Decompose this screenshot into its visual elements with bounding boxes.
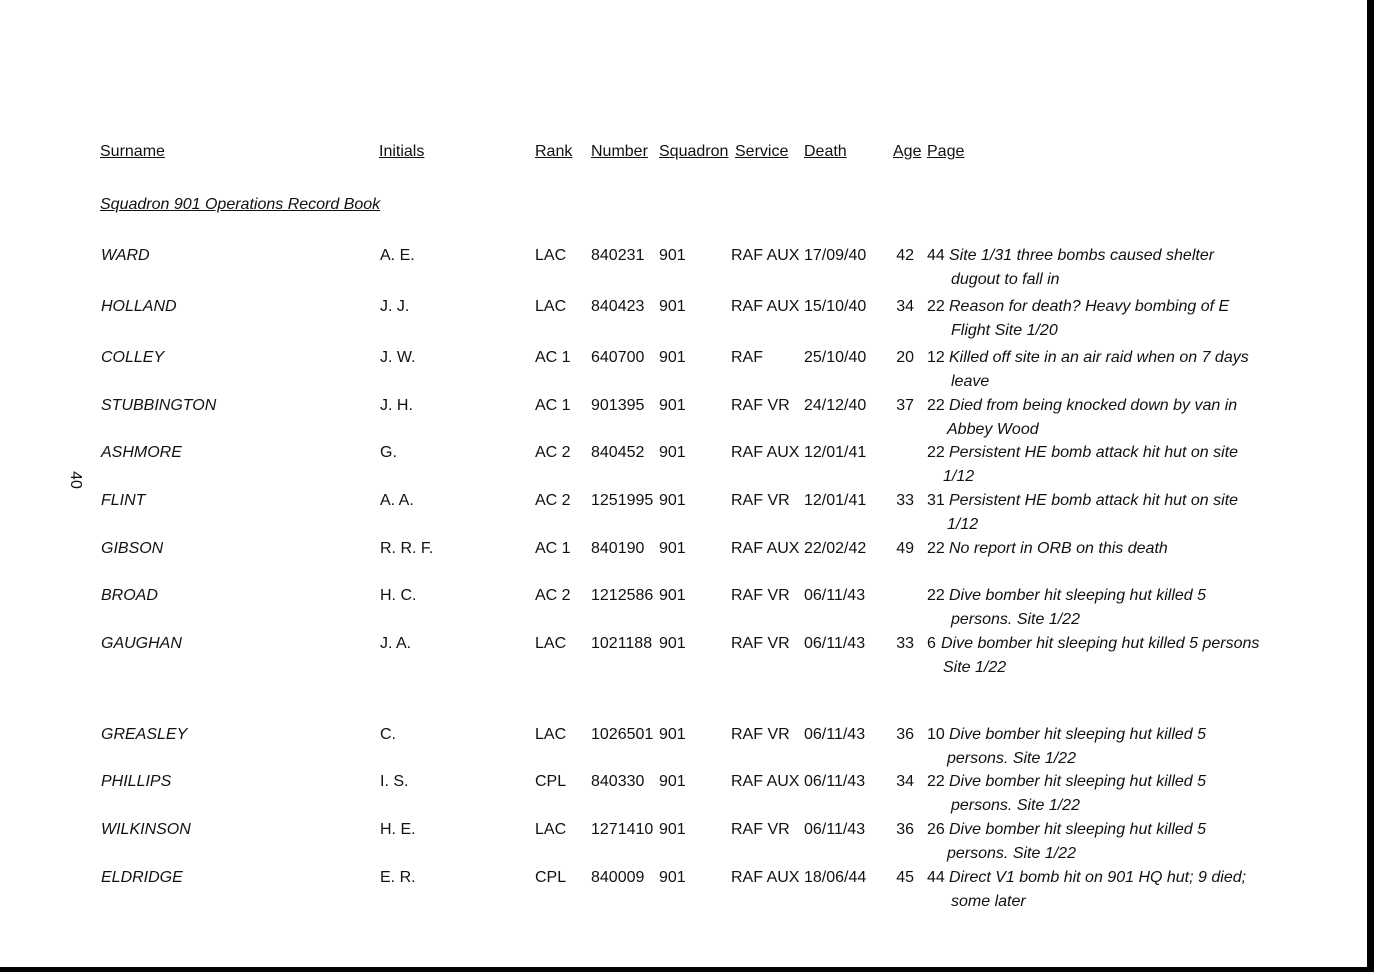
death-date-cell: 06/11/43 [804, 773, 866, 790]
number-cell: 1251995 [591, 492, 654, 509]
page-ref-cell: 22 [927, 298, 945, 315]
initials-cell: A. A. [380, 492, 414, 509]
squadron-cell: 901 [659, 397, 686, 414]
age-cell: 33 [896, 492, 914, 509]
service-cell: RAF VR [731, 492, 790, 509]
rank-cell: LAC [535, 247, 567, 264]
page-ref-cell: 12 [927, 349, 945, 366]
squadron-cell: 901 [659, 298, 686, 315]
table-row [0, 772, 1367, 820]
rank-cell: LAC [535, 635, 567, 652]
number-cell: 840231 [591, 247, 645, 264]
header-age: Age [893, 143, 922, 160]
surname-cell: FLINT [101, 492, 146, 509]
header-service: Service [735, 143, 789, 160]
note-line-1: Persistent HE bomb attack hit hut on site [949, 444, 1239, 461]
squadron-cell: 901 [659, 773, 686, 790]
surname-cell: GREASLEY [101, 726, 188, 743]
age-cell: 34 [896, 298, 914, 315]
table-row [0, 348, 1367, 396]
section-title: Squadron 901 Operations Record Book [100, 196, 381, 213]
rank-cell: CPL [535, 869, 567, 886]
number-cell: 840330 [591, 773, 645, 790]
squadron-cell: 901 [659, 247, 686, 264]
note-line-1: Reason for death? Heavy bombing of E [949, 298, 1230, 315]
note-line-2: persons. Site 1/22 [951, 611, 1080, 628]
rank-cell: LAC [535, 821, 567, 838]
table-row [0, 491, 1367, 539]
rank-cell: AC 2 [535, 587, 571, 604]
service-cell: RAF VR [731, 821, 790, 838]
note-line-2: dugout to fall in [951, 271, 1060, 288]
note-line-1: Persistent HE bomb attack hit hut on site [949, 492, 1239, 509]
death-date-cell: 12/01/41 [804, 492, 867, 509]
death-date-cell: 06/11/43 [804, 635, 866, 652]
note-line-2: Abbey Wood [947, 421, 1039, 438]
service-cell: RAF VR [731, 397, 790, 414]
squadron-cell: 901 [659, 492, 686, 509]
surname-cell: GIBSON [101, 540, 164, 557]
note-line-1: Dive bomber hit sleeping hut killed 5 [949, 773, 1207, 790]
note-line-2: persons. Site 1/22 [947, 750, 1076, 767]
service-cell: RAF VR [731, 635, 790, 652]
surname-cell: WARD [101, 247, 150, 264]
table-row [0, 725, 1367, 773]
table-row [0, 539, 1367, 587]
note-line-1: Killed off site in an air raid when on 7 days [949, 349, 1249, 366]
rank-cell: AC 2 [535, 492, 571, 509]
age-cell: 49 [896, 540, 914, 557]
page-ref-cell: 31 [927, 492, 945, 509]
age-cell: 33 [896, 635, 914, 652]
page-ref-cell: 22 [927, 773, 945, 790]
death-date-cell: 06/11/43 [804, 821, 866, 838]
age-cell: 36 [896, 726, 914, 743]
death-date-cell: 17/09/40 [804, 247, 867, 264]
page-ref-cell: 26 [927, 821, 945, 838]
number-cell: 840009 [591, 869, 645, 886]
page-ref-cell: 44 [927, 869, 945, 886]
surname-cell: STUBBINGTON [101, 397, 217, 414]
service-cell: RAF AUX [731, 869, 800, 886]
table-row [0, 297, 1367, 345]
squadron-cell: 901 [659, 540, 686, 557]
age-cell: 42 [896, 247, 914, 264]
page-number: 40 [66, 471, 84, 489]
header-death: Death [804, 143, 847, 160]
number-cell: 1212586 [591, 587, 654, 604]
number-cell: 1021188 [591, 635, 653, 652]
squadron-cell: 901 [659, 726, 686, 743]
surname-cell: ASHMORE [101, 444, 182, 461]
squadron-cell: 901 [659, 869, 686, 886]
initials-cell: J. J. [380, 298, 410, 315]
initials-cell: J. W. [380, 349, 416, 366]
death-date-cell: 24/12/40 [804, 397, 867, 414]
death-date-cell: 18/06/44 [804, 869, 867, 886]
note-line-2: persons. Site 1/22 [947, 845, 1076, 862]
page-ref-cell: 44 [927, 247, 945, 264]
rank-cell: LAC [535, 726, 567, 743]
number-cell: 901395 [591, 397, 645, 414]
age-cell: 20 [896, 349, 914, 366]
page-ref-cell: 22 [927, 540, 945, 557]
note-line-2: Flight Site 1/20 [951, 322, 1058, 339]
initials-cell: E. R. [380, 869, 416, 886]
death-date-cell: 15/10/40 [804, 298, 867, 315]
squadron-cell: 901 [659, 587, 686, 604]
service-cell: RAF AUX [731, 298, 800, 315]
death-date-cell: 06/11/43 [804, 587, 866, 604]
table-row [0, 868, 1367, 916]
page-ref-cell: 10 [927, 726, 945, 743]
service-cell: RAF AUX [731, 444, 800, 461]
squadron-cell: 901 [659, 349, 686, 366]
rank-cell: CPL [535, 773, 567, 790]
initials-cell: A. E. [380, 247, 415, 264]
header-initials: Initials [379, 143, 425, 160]
service-cell: RAF AUX [731, 773, 800, 790]
service-cell: RAF [731, 349, 763, 366]
service-cell: RAF AUX [731, 540, 800, 557]
header-squadron: Squadron [659, 143, 729, 160]
rank-cell: AC 1 [535, 349, 571, 366]
rank-cell: AC 2 [535, 444, 571, 461]
note-line-1: Died from being knocked down by van in [949, 397, 1238, 414]
note-line-2: 1/12 [943, 468, 975, 485]
age-cell: 45 [896, 869, 914, 886]
initials-cell: J. A. [380, 635, 412, 652]
initials-cell: C. [380, 726, 396, 743]
surname-cell: COLLEY [101, 349, 165, 366]
note-line-2: 1/12 [947, 516, 979, 533]
initials-cell: J. H. [380, 397, 413, 414]
surname-cell: ELDRIDGE [101, 869, 183, 886]
header-rank: Rank [535, 143, 573, 160]
header-page: Page [927, 143, 965, 160]
service-cell: RAF VR [731, 587, 790, 604]
squadron-cell: 901 [659, 821, 686, 838]
table-row [0, 634, 1367, 682]
age-cell: 34 [896, 773, 914, 790]
note-line-1: Dive bomber hit sleeping hut killed 5 [949, 821, 1207, 838]
surname-cell: PHILLIPS [101, 773, 172, 790]
number-cell: 840452 [591, 444, 645, 461]
page-ref-cell: 22 [927, 587, 945, 604]
table-row [0, 820, 1367, 868]
number-cell: 840190 [591, 540, 645, 557]
table-row [0, 586, 1367, 634]
page-ref-cell: 6 [927, 635, 936, 652]
header-number: Number [591, 143, 648, 160]
note-line-2: Site 1/22 [943, 659, 1007, 676]
note-line-2: leave [951, 373, 990, 390]
page-ref-cell: 22 [927, 444, 945, 461]
initials-cell: I. S. [380, 773, 409, 790]
note-line-1: Dive bomber hit sleeping hut killed 5 persons [941, 635, 1260, 652]
squadron-cell: 901 [659, 635, 686, 652]
initials-cell: H. E. [380, 821, 416, 838]
table-row [0, 246, 1367, 294]
note-line-1: Site 1/31 three bombs caused shelter [949, 247, 1215, 264]
initials-cell: H. C. [380, 587, 417, 604]
rank-cell: LAC [535, 298, 567, 315]
death-date-cell: 25/10/40 [804, 349, 867, 366]
page-ref-cell: 22 [927, 397, 945, 414]
surname-cell: BROAD [101, 587, 158, 604]
table-row [0, 443, 1367, 491]
note-line-2: persons. Site 1/22 [951, 797, 1080, 814]
note-line-1: Dive bomber hit sleeping hut killed 5 [949, 726, 1207, 743]
note-line-1: Direct V1 bomb hit on 901 HQ hut; 9 died; [949, 869, 1247, 886]
number-cell: 840423 [591, 298, 645, 315]
note-line-2: some later [951, 893, 1026, 910]
rank-cell: AC 1 [535, 540, 571, 557]
death-date-cell: 06/11/43 [804, 726, 866, 743]
death-date-cell: 12/01/41 [804, 444, 867, 461]
squadron-cell: 901 [659, 444, 686, 461]
age-cell: 37 [896, 397, 914, 414]
surname-cell: HOLLAND [101, 298, 177, 315]
service-cell: RAF AUX [731, 247, 800, 264]
number-cell: 1026501 [591, 726, 654, 743]
number-cell: 640700 [591, 349, 645, 366]
death-date-cell: 22/02/42 [804, 540, 867, 557]
note-line-1: No report in ORB on this death [949, 540, 1168, 557]
table-row [0, 396, 1367, 444]
surname-cell: GAUGHAN [101, 635, 182, 652]
surname-cell: WILKINSON [101, 821, 191, 838]
service-cell: RAF VR [731, 726, 790, 743]
rank-cell: AC 1 [535, 397, 571, 414]
header-surname: Surname [100, 143, 165, 160]
initials-cell: R. R. F. [380, 540, 434, 557]
initials-cell: G. [380, 444, 397, 461]
age-cell: 36 [896, 821, 914, 838]
number-cell: 1271410 [591, 821, 654, 838]
note-line-1: Dive bomber hit sleeping hut killed 5 [949, 587, 1207, 604]
